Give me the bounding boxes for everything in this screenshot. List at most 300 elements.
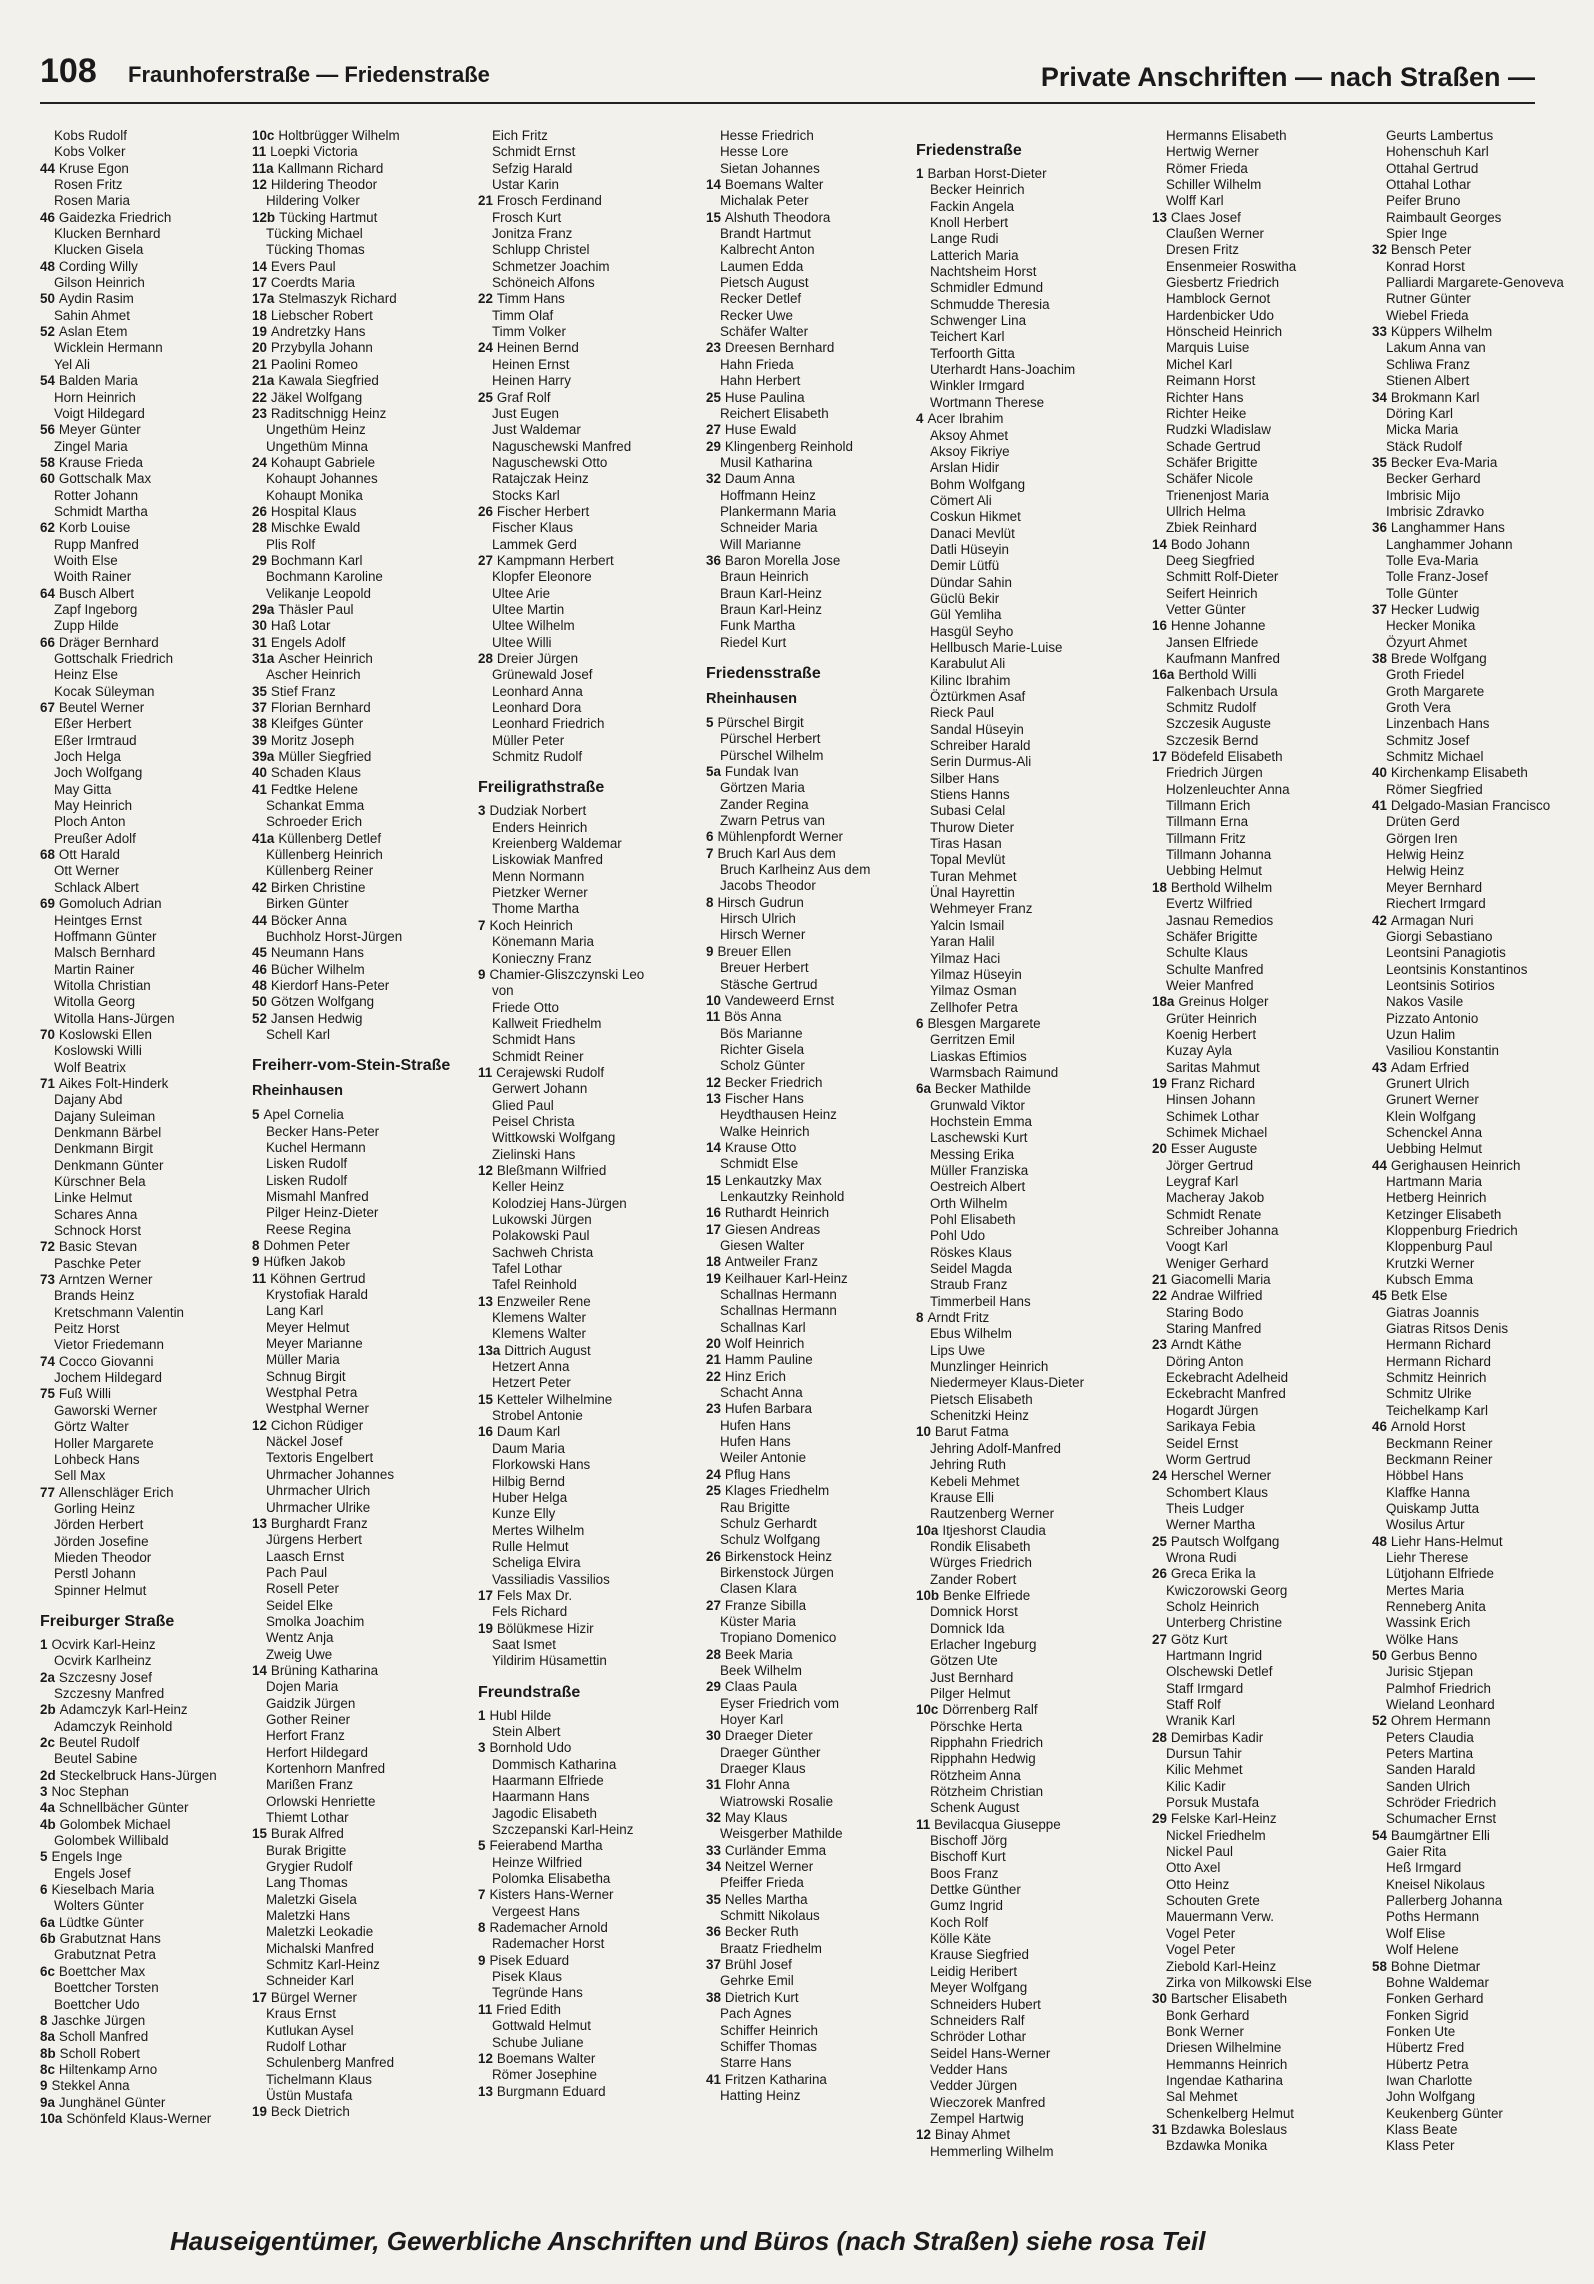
resident-name: Schmidt Martha — [54, 503, 148, 519]
resident-entry — [706, 1581, 928, 1597]
resident-name: Rutner Günter — [1386, 291, 1471, 307]
resident-entry — [478, 1294, 700, 1310]
resident-entry — [40, 1141, 262, 1157]
resident-entry — [916, 820, 1138, 836]
house-number: 11 — [478, 2001, 493, 2017]
resident-name: Tücking Thomas — [266, 242, 365, 258]
resident-entry — [478, 618, 700, 634]
resident-entry — [1372, 1272, 1594, 1288]
resident-name: Gumz Ingrid — [930, 1898, 1003, 1914]
resident-name: Kubsch Emma — [1386, 1272, 1474, 1288]
house-number: 26 — [706, 1548, 721, 1564]
resident-name: Peifer Bruno — [1386, 193, 1461, 209]
resident-entry — [916, 1588, 1138, 1604]
house-number: 32 — [706, 1810, 721, 1826]
resident-entry — [916, 1882, 1138, 1898]
resident-name: Lang Thomas — [266, 1875, 348, 1891]
resident-entry — [706, 1630, 928, 1646]
resident-name: Wölke Hans — [1386, 1631, 1459, 1647]
resident-entry — [252, 1189, 474, 1205]
resident-entry — [916, 2144, 1138, 2160]
resident-entry — [40, 1670, 262, 1686]
resident-entry — [916, 346, 1138, 362]
resident-entry — [40, 1125, 262, 1141]
resident-entry — [1152, 177, 1374, 193]
resident-entry — [252, 1336, 474, 1352]
resident-name: Schöneich Alfons — [492, 275, 595, 291]
resident-name: Niedermeyer Klaus-Dieter — [930, 1375, 1085, 1391]
resident-entry — [1152, 1681, 1374, 1697]
street-heading: Freiburger Straße — [40, 1612, 175, 1630]
resident-name: Bzdawka Monika — [1166, 2138, 1268, 2154]
resident-entry — [1372, 537, 1594, 553]
resident-name: Hildering Volker — [266, 193, 360, 209]
resident-entry — [1372, 1893, 1594, 1909]
resident-name: Pflug Hans — [724, 1466, 791, 1482]
house-number: 6b — [40, 1931, 56, 1947]
resident-name: Giacomelli Maria — [1170, 1272, 1271, 1288]
resident-entry — [40, 1637, 262, 1653]
resident-name: Hesse Lore — [720, 144, 789, 160]
resident-entry — [478, 1887, 700, 1903]
resident-entry — [1152, 2122, 1374, 2138]
resident-name: Vergeest Hans — [492, 1903, 580, 1919]
resident-entry — [478, 918, 700, 934]
resident-entry — [40, 259, 262, 275]
house-number: 62 — [40, 520, 55, 536]
resident-entry — [916, 1670, 1138, 1686]
house-number: 44 — [252, 912, 267, 928]
resident-entry — [252, 1385, 474, 1401]
resident-name: Subasi Celal — [930, 803, 1006, 819]
house-number: 21 — [252, 356, 267, 372]
resident-entry — [916, 542, 1138, 558]
resident-entry — [478, 308, 700, 324]
resident-entry — [252, 1173, 474, 1189]
house-number: 20 — [252, 340, 267, 356]
resident-name: Erlacher Ingeburg — [930, 1636, 1037, 1652]
resident-name: Fuß Willi — [58, 1386, 111, 1402]
resident-entry — [916, 166, 1138, 182]
resident-name: Alshuth Theodora — [724, 209, 831, 225]
resident-name: Blesgen Margarete — [927, 1015, 1041, 1031]
directory-column-6 — [1152, 128, 1374, 2154]
resident-name: Itjeshorst Claudia — [942, 1522, 1046, 1538]
resident-name: Clasen Klara — [720, 1581, 797, 1597]
resident-entry — [478, 1523, 700, 1539]
resident-name: Koch Heinrich — [489, 917, 573, 933]
resident-entry — [706, 161, 928, 177]
resident-entry — [252, 324, 474, 340]
resident-name: Bonk Werner — [1166, 2023, 1244, 2039]
resident-name: Aksoy Fikriye — [930, 443, 1010, 459]
resident-name: Poths Hermann — [1386, 1909, 1480, 1925]
resident-entry — [478, 651, 700, 667]
resident-name: Claas Paula — [724, 1679, 798, 1695]
resident-name: Lange Rudi — [930, 231, 999, 247]
resident-name: Lisken Rudolf — [266, 1156, 348, 1172]
resident-entry — [1152, 537, 1374, 553]
resident-name: Burak Alfred — [270, 1826, 344, 1842]
resident-entry — [252, 2072, 474, 2088]
resident-entry — [478, 1408, 700, 1424]
resident-name: Kunze Elly — [492, 1506, 556, 1522]
resident-name: Schmidt Hans — [492, 1032, 576, 1048]
house-number: 6c — [40, 1963, 55, 1979]
resident-name: Kobs Volker — [54, 144, 126, 160]
house-number: 2b — [40, 1702, 56, 1718]
resident-name: Ingendae Katharina — [1166, 2072, 1283, 2088]
resident-entry — [706, 1826, 928, 1842]
resident-name: Brandt Hartmut — [720, 226, 811, 242]
resident-entry — [1372, 1583, 1594, 1599]
resident-name: Weisgerber Mathilde — [720, 1826, 843, 1842]
resident-name: Michel Karl — [1166, 356, 1233, 372]
resident-name: Fried Edith — [496, 2001, 561, 2017]
house-number: 13a — [478, 1342, 501, 1358]
resident-entry — [252, 896, 474, 912]
resident-name: Seifert Heinrich — [1166, 585, 1258, 601]
resident-entry — [916, 771, 1138, 787]
district-heading: Rheinhausen — [706, 691, 798, 707]
resident-name: Schiffer Heinrich — [720, 2022, 818, 2038]
resident-name: Giesbertz Friedrich — [1166, 275, 1280, 291]
resident-entry — [252, 520, 474, 536]
resident-name: Schreiber Harald — [930, 738, 1031, 754]
resident-name: Meyer Wolfgang — [930, 1980, 1028, 1996]
resident-name: Tafel Reinhold — [492, 1277, 577, 1293]
resident-entry — [1152, 765, 1374, 781]
resident-entry — [40, 569, 262, 585]
resident-entry — [252, 618, 474, 634]
resident-entry — [1152, 1534, 1374, 1550]
resident-entry — [252, 340, 474, 356]
house-number: 48 — [1372, 1533, 1387, 1549]
resident-name: Bornhold Udo — [489, 1740, 572, 1756]
resident-entry — [706, 797, 928, 813]
resident-name: Wolf Helene — [1386, 1942, 1459, 1958]
house-number: 5 — [40, 1849, 48, 1865]
house-number: 31 — [252, 634, 267, 650]
resident-name: Scholz Günter — [720, 1058, 805, 1074]
resident-entry — [1372, 635, 1594, 651]
resident-entry — [1152, 1337, 1374, 1353]
house-number: 11 — [478, 1064, 493, 1080]
resident-name: Brüning Katharina — [270, 1662, 379, 1678]
resident-name: Delgado-Masian Francisco — [1390, 798, 1551, 814]
resident-name: Dörrenberg Ralf — [942, 1702, 1038, 1718]
resident-entry — [252, 716, 474, 732]
house-number: 18 — [252, 307, 267, 323]
house-number: 45 — [252, 945, 267, 961]
resident-name: Rotter Johann — [54, 487, 139, 503]
resident-name: Geurts Lambertus — [1386, 128, 1494, 143]
resident-entry — [706, 977, 928, 993]
resident-entry — [1372, 1288, 1594, 1304]
resident-entry — [1152, 1092, 1374, 1108]
resident-entry — [706, 324, 928, 340]
resident-name: Korb Louise — [58, 520, 131, 536]
resident-entry — [1372, 504, 1594, 520]
resident-name: Römer Siegfried — [1386, 781, 1483, 797]
resident-name: Bischoff Jörg — [930, 1833, 1008, 1849]
resident-entry — [252, 1745, 474, 1761]
resident-entry — [916, 656, 1138, 672]
resident-entry — [706, 635, 928, 651]
resident-entry — [1372, 1043, 1594, 1059]
resident-name: Golombek Michael — [59, 1816, 171, 1832]
resident-entry — [916, 1049, 1138, 1065]
resident-entry — [40, 1468, 262, 1484]
house-number: 36 — [1372, 520, 1387, 536]
resident-name: Kloppenburg Paul — [1386, 1239, 1493, 1255]
resident-entry — [478, 1953, 700, 1969]
resident-name: Dresen Fritz — [1166, 242, 1239, 258]
resident-name: Schmitz Ulrike — [1386, 1386, 1472, 1402]
resident-entry — [1152, 1893, 1374, 1909]
resident-entry — [1152, 1517, 1374, 1533]
resident-name: Brokmann Karl — [1390, 389, 1480, 405]
resident-entry — [706, 1957, 928, 1973]
resident-name: Wentz Anja — [266, 1630, 334, 1646]
resident-entry — [252, 880, 474, 896]
resident-entry — [1152, 161, 1374, 177]
street-heading: Freiherr-vom-Stein-Straße — [252, 1057, 451, 1075]
resident-name: Hinsen Johann — [1166, 1092, 1256, 1108]
resident-entry — [706, 1614, 928, 1630]
resident-name: Datli Hüseyin — [930, 541, 1009, 557]
house-number: 14 — [252, 258, 267, 274]
house-number: 77 — [40, 1484, 55, 1500]
resident-name: Starre Hans — [720, 2055, 792, 2071]
resident-name: Buchholz Horst-Jürgen — [266, 928, 403, 944]
resident-name: Mertes Wilhelm — [492, 1522, 585, 1538]
resident-name: Gaidzik Jürgen — [266, 1695, 356, 1711]
resident-name: Uterhardt Hans-Joachim — [930, 362, 1076, 378]
house-number: 23 — [706, 340, 721, 356]
resident-name: Yilmaz Hüseyin — [930, 966, 1022, 982]
resident-entry — [706, 1941, 928, 1957]
resident-name: Witolla Christian — [54, 977, 151, 993]
resident-name: Seidel Ernst — [1166, 1435, 1239, 1451]
resident-entry — [478, 1588, 700, 1604]
resident-entry — [1152, 1959, 1374, 1975]
resident-name: Yildirim Hüsamettin — [492, 1653, 607, 1669]
resident-entry — [1372, 1566, 1594, 1582]
resident-entry — [252, 422, 474, 438]
resident-name: Klaffke Hanna — [1386, 1484, 1470, 1500]
resident-name: Hartmann Ingrid — [1166, 1647, 1263, 1663]
resident-entry — [40, 602, 262, 618]
resident-name: Schmidt Reiner — [492, 1048, 584, 1064]
resident-name: Lohbeck Hans — [54, 1451, 140, 1467]
resident-entry — [916, 705, 1138, 721]
resident-entry — [478, 144, 700, 160]
resident-entry — [1372, 1337, 1594, 1353]
resident-entry — [1372, 2040, 1594, 2056]
resident-name: Laasch Ernst — [266, 1548, 345, 1564]
resident-entry — [40, 1931, 262, 1947]
resident-entry — [706, 275, 928, 291]
resident-entry — [916, 199, 1138, 215]
resident-entry — [40, 1947, 262, 1963]
house-number: 15 — [478, 1391, 493, 1407]
resident-name: Ott Werner — [54, 863, 120, 879]
resident-entry — [1372, 1092, 1594, 1108]
resident-name: Yel Ali — [54, 356, 90, 372]
resident-name: Hetzert Peter — [492, 1375, 571, 1391]
resident-name: Birkenstock Jürgen — [720, 1564, 834, 1580]
resident-entry — [252, 1011, 474, 1027]
resident-name: Dettke Günther — [930, 1882, 1021, 1898]
house-number: 8c — [40, 2061, 55, 2077]
resident-name: Kalbrecht Anton — [720, 242, 815, 258]
house-number: 13 — [478, 1293, 493, 1309]
resident-name: Timm Olaf — [492, 307, 554, 323]
resident-name: Wehmeyer Franz — [930, 901, 1033, 917]
resident-name: Jörger Gertrud — [1166, 1157, 1254, 1173]
resident-name: Schmitz Heinrich — [1386, 1370, 1487, 1386]
resident-entry — [478, 885, 700, 901]
resident-entry — [40, 1223, 262, 1239]
resident-entry — [916, 1065, 1138, 1081]
resident-entry — [252, 569, 474, 585]
resident-entry — [706, 1467, 928, 1483]
resident-name: Lenkautzky Max — [724, 1172, 822, 1188]
directory-column-5 — [916, 128, 1138, 2159]
resident-entry — [1372, 1860, 1594, 1876]
resident-entry — [252, 586, 474, 602]
resident-entry — [916, 1245, 1138, 1261]
resident-name: Bruch Karl Aus dem — [717, 845, 836, 861]
resident-entry — [478, 1457, 700, 1473]
resident-name: Jörden Josefine — [54, 1533, 149, 1549]
resident-entry — [1152, 1828, 1374, 1844]
resident-name: Klemens Walter — [492, 1326, 587, 1342]
resident-entry — [478, 177, 700, 193]
resident-name: Macheray Jakob — [1166, 1190, 1265, 1206]
house-number: 8a — [40, 2029, 55, 2045]
resident-name: Pallerberg Johanna — [1386, 1893, 1503, 1909]
resident-name: Pizzato Antonio — [1386, 1010, 1479, 1026]
resident-name: Reichert Elisabeth — [720, 405, 829, 421]
resident-entry — [478, 1936, 700, 1952]
resident-name: Kretschmann Valentin — [54, 1304, 185, 1320]
resident-name: Jaschke Jürgen — [51, 2012, 146, 2028]
resident-name: Kwiczorowski Georg — [1166, 1582, 1288, 1598]
resident-entry — [252, 144, 474, 160]
resident-name: Teichert Karl — [930, 329, 1005, 345]
resident-name: Gerwert Johann — [492, 1081, 588, 1097]
resident-entry — [1372, 1403, 1594, 1419]
resident-entry — [40, 1653, 262, 1669]
resident-name: Schell Karl — [266, 1026, 331, 1042]
house-number: 8 — [40, 2012, 48, 2028]
resident-entry — [1372, 733, 1594, 749]
resident-name: Hinz Erich — [724, 1368, 786, 1384]
resident-name: Naguschewski Otto — [492, 454, 608, 470]
resident-entry — [1372, 2073, 1594, 2089]
resident-name: Würges Friedrich — [930, 1555, 1032, 1571]
resident-name: Cocco Giovanni — [58, 1353, 154, 1369]
resident-entry — [1372, 226, 1594, 242]
resident-name: Hochstein Emma — [930, 1113, 1032, 1129]
resident-name: Herfort Hildegard — [266, 1744, 368, 1760]
resident-entry — [478, 1757, 700, 1773]
resident-entry — [252, 782, 474, 798]
resident-entry — [706, 422, 928, 438]
resident-entry — [1152, 1779, 1374, 1795]
resident-name: Linzenbach Hans — [1386, 716, 1490, 732]
resident-name: Leidig Heribert — [930, 1963, 1018, 1979]
resident-entry — [706, 993, 928, 1009]
house-number: 10b — [916, 1587, 940, 1603]
resident-name: Szczesik Auguste — [1166, 716, 1271, 732]
house-number: 33 — [1372, 324, 1387, 340]
resident-name: Boettcher Torsten — [54, 1980, 159, 1996]
resident-name: Schallnas Karl — [720, 1319, 806, 1335]
resident-entry — [706, 439, 928, 455]
house-number: 9 — [478, 966, 486, 982]
resident-name: Liehr Therese — [1386, 1549, 1469, 1565]
resident-name: Becker Mathilde — [934, 1081, 1031, 1097]
resident-entry — [916, 607, 1138, 623]
resident-name: Tolle Franz-Josef — [1386, 569, 1488, 585]
resident-name: Imbrisic Zdravko — [1386, 503, 1485, 519]
resident-entry — [1152, 2106, 1374, 2122]
resident-entry — [1372, 1697, 1594, 1713]
resident-name: Ultee Wilhelm — [492, 618, 575, 634]
resident-entry — [252, 504, 474, 520]
resident-entry — [1372, 2057, 1594, 2073]
resident-entry — [1372, 2122, 1594, 2138]
resident-entry — [252, 863, 474, 879]
house-number: 21a — [252, 373, 275, 389]
resident-name: Wassink Erich — [1386, 1615, 1471, 1631]
resident-name: Kobs Rudolf — [54, 128, 127, 143]
resident-entry — [1152, 1256, 1374, 1272]
resident-entry — [478, 1392, 700, 1408]
resident-entry — [478, 1572, 700, 1588]
resident-name: Kutlukan Aysel — [266, 2022, 354, 2038]
resident-name: Evers Paul — [270, 258, 336, 274]
resident-name: Jansen Hedwig — [270, 1010, 363, 1026]
resident-name: Aikes Folt-Hinderk — [58, 1075, 169, 1091]
resident-name: Daum Anna — [724, 471, 795, 487]
resident-entry — [1372, 1779, 1594, 1795]
house-number: 14 — [706, 1139, 721, 1155]
house-number: 68 — [40, 847, 55, 863]
house-number: 45 — [1372, 1288, 1387, 1304]
resident-entry — [40, 340, 262, 356]
resident-name: Tropiano Domenico — [720, 1630, 837, 1646]
resident-entry — [252, 1369, 474, 1385]
house-number: 37 — [706, 1957, 721, 1973]
resident-entry — [1152, 553, 1374, 569]
resident-entry — [1372, 765, 1594, 781]
resident-entry — [916, 689, 1138, 705]
resident-name: Schenk August — [930, 1800, 1020, 1816]
resident-entry — [916, 1310, 1138, 1326]
resident-name: Rudolf Lothar — [266, 2038, 347, 2054]
resident-entry — [252, 1924, 474, 1940]
house-number: 29a — [252, 601, 275, 617]
resident-entry — [1152, 1664, 1374, 1680]
resident-name: Leygraf Karl — [1166, 1174, 1239, 1189]
house-number: 14 — [706, 177, 721, 193]
resident-name: Thurow Dieter — [930, 819, 1015, 835]
resident-entry — [1152, 1730, 1374, 1746]
